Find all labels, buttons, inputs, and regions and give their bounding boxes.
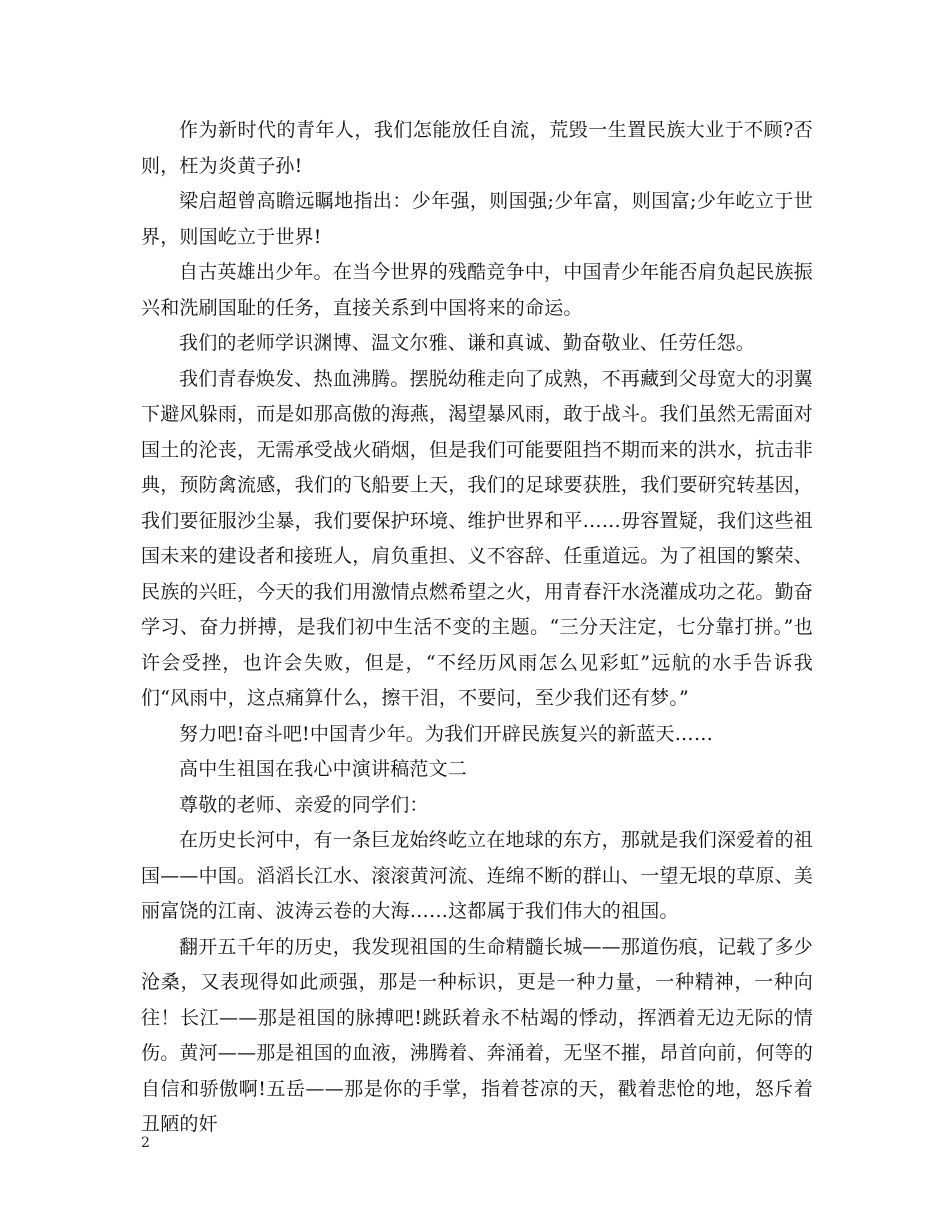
paragraph: 我们的老师学识渊博、温文尔雅、谦和真诚、勤奋敬业、任劳任怨。 (179, 332, 756, 354)
paragraph: 翻开五千年的历史，我发现祖国的生命精髓长城——那道伤痕，记载了多少沧桑，又表现得如此顽强，那是一种标识，更是一种力量，一种精神，一种向往！长江——那是祖国的脉搏吧!跳跃着永不枯竭的悸动，挥洒着无边无际的情伤。黄河——那是祖国的血液，沸腾着、奔涌着，无坚不摧，昂首向前，何等的自信和骄傲啊!五岳——那是你的手掌，指着苍凉的天，戳着悲怆的地，怒斥着丑陋的奸 (141, 935, 814, 1135)
paragraph: 努力吧!奋斗吧!中国青少年。为我们开辟民族复兴的新蓝天…… (179, 722, 714, 745)
document-body (141, 113, 813, 1143)
paragraph: 自古英雄出少年。在当今世界的残酷竞争中，中国青少年能否肩负起民族振兴和洗刷国耻的任务，直接关系到中国将来的命运。 (141, 261, 813, 319)
section-title: 高中生祖国在我心中演讲稿范文二 (179, 758, 468, 780)
salutation: 尊敬的老师、亲爱的同学们： (179, 793, 429, 816)
page-number: 2 (141, 1135, 150, 1151)
paragraph: 我们青春焕发、热血沸腾。摆脱幼稚走向了成熟，不再藏到父母宽大的羽翼下避风躲雨，而是如那高傲的海燕，渴望暴风雨，敢于战斗。我们虽然无需面对国土的沦丧，无需承受战火硝烟，但是我们可能要阻挡不期而来的洪水，抗击非典，预防禽流感，我们的飞船要上天，我们的足球要获胜，我们要研究转基因，我们要征服沙尘暴，我们要保护环境、维护世界和平……毋容置疑，我们这些祖国未来的建设者和接班人，肩负重担、义不容辞、任重道远。为了祖国的繁荣、民族的兴旺，今天的我们用激情点燃希望之火，用青春汗水浇灌成功之花。勤奋学习、奋力拼搏，是我们初中生活不变的主题。“三分天注定，七分靠打拼。”也许会受挫，也许会失败，但是，“不经历风雨怎么见彩虹”远航的水手告诉我们“风雨中，这点痛算什么，擦干泪，不要问，至少我们还有梦。” (141, 367, 814, 709)
paragraph: 梁启超曾高瞻远瞩地指出：少年强，则国强;少年富，则国富;少年屹立于世界，则国屹立于世界! (141, 190, 813, 248)
paragraph: 在历史长河中，有一条巨龙始终屹立在地球的东方，那就是我们深爱着的祖国——中国。滔滔长江水、滚滚黄河流、连绵不断的群山、一望无垠的草原、美丽富饶的江南、波涛云卷的大海……这都属于我们伟大的祖国。 (141, 829, 814, 922)
paragraph: 作为新时代的青年人，我们怎能放任自流，荒毁一生置民族大业于不顾?否则，枉为炎黄子孙! (141, 119, 813, 177)
